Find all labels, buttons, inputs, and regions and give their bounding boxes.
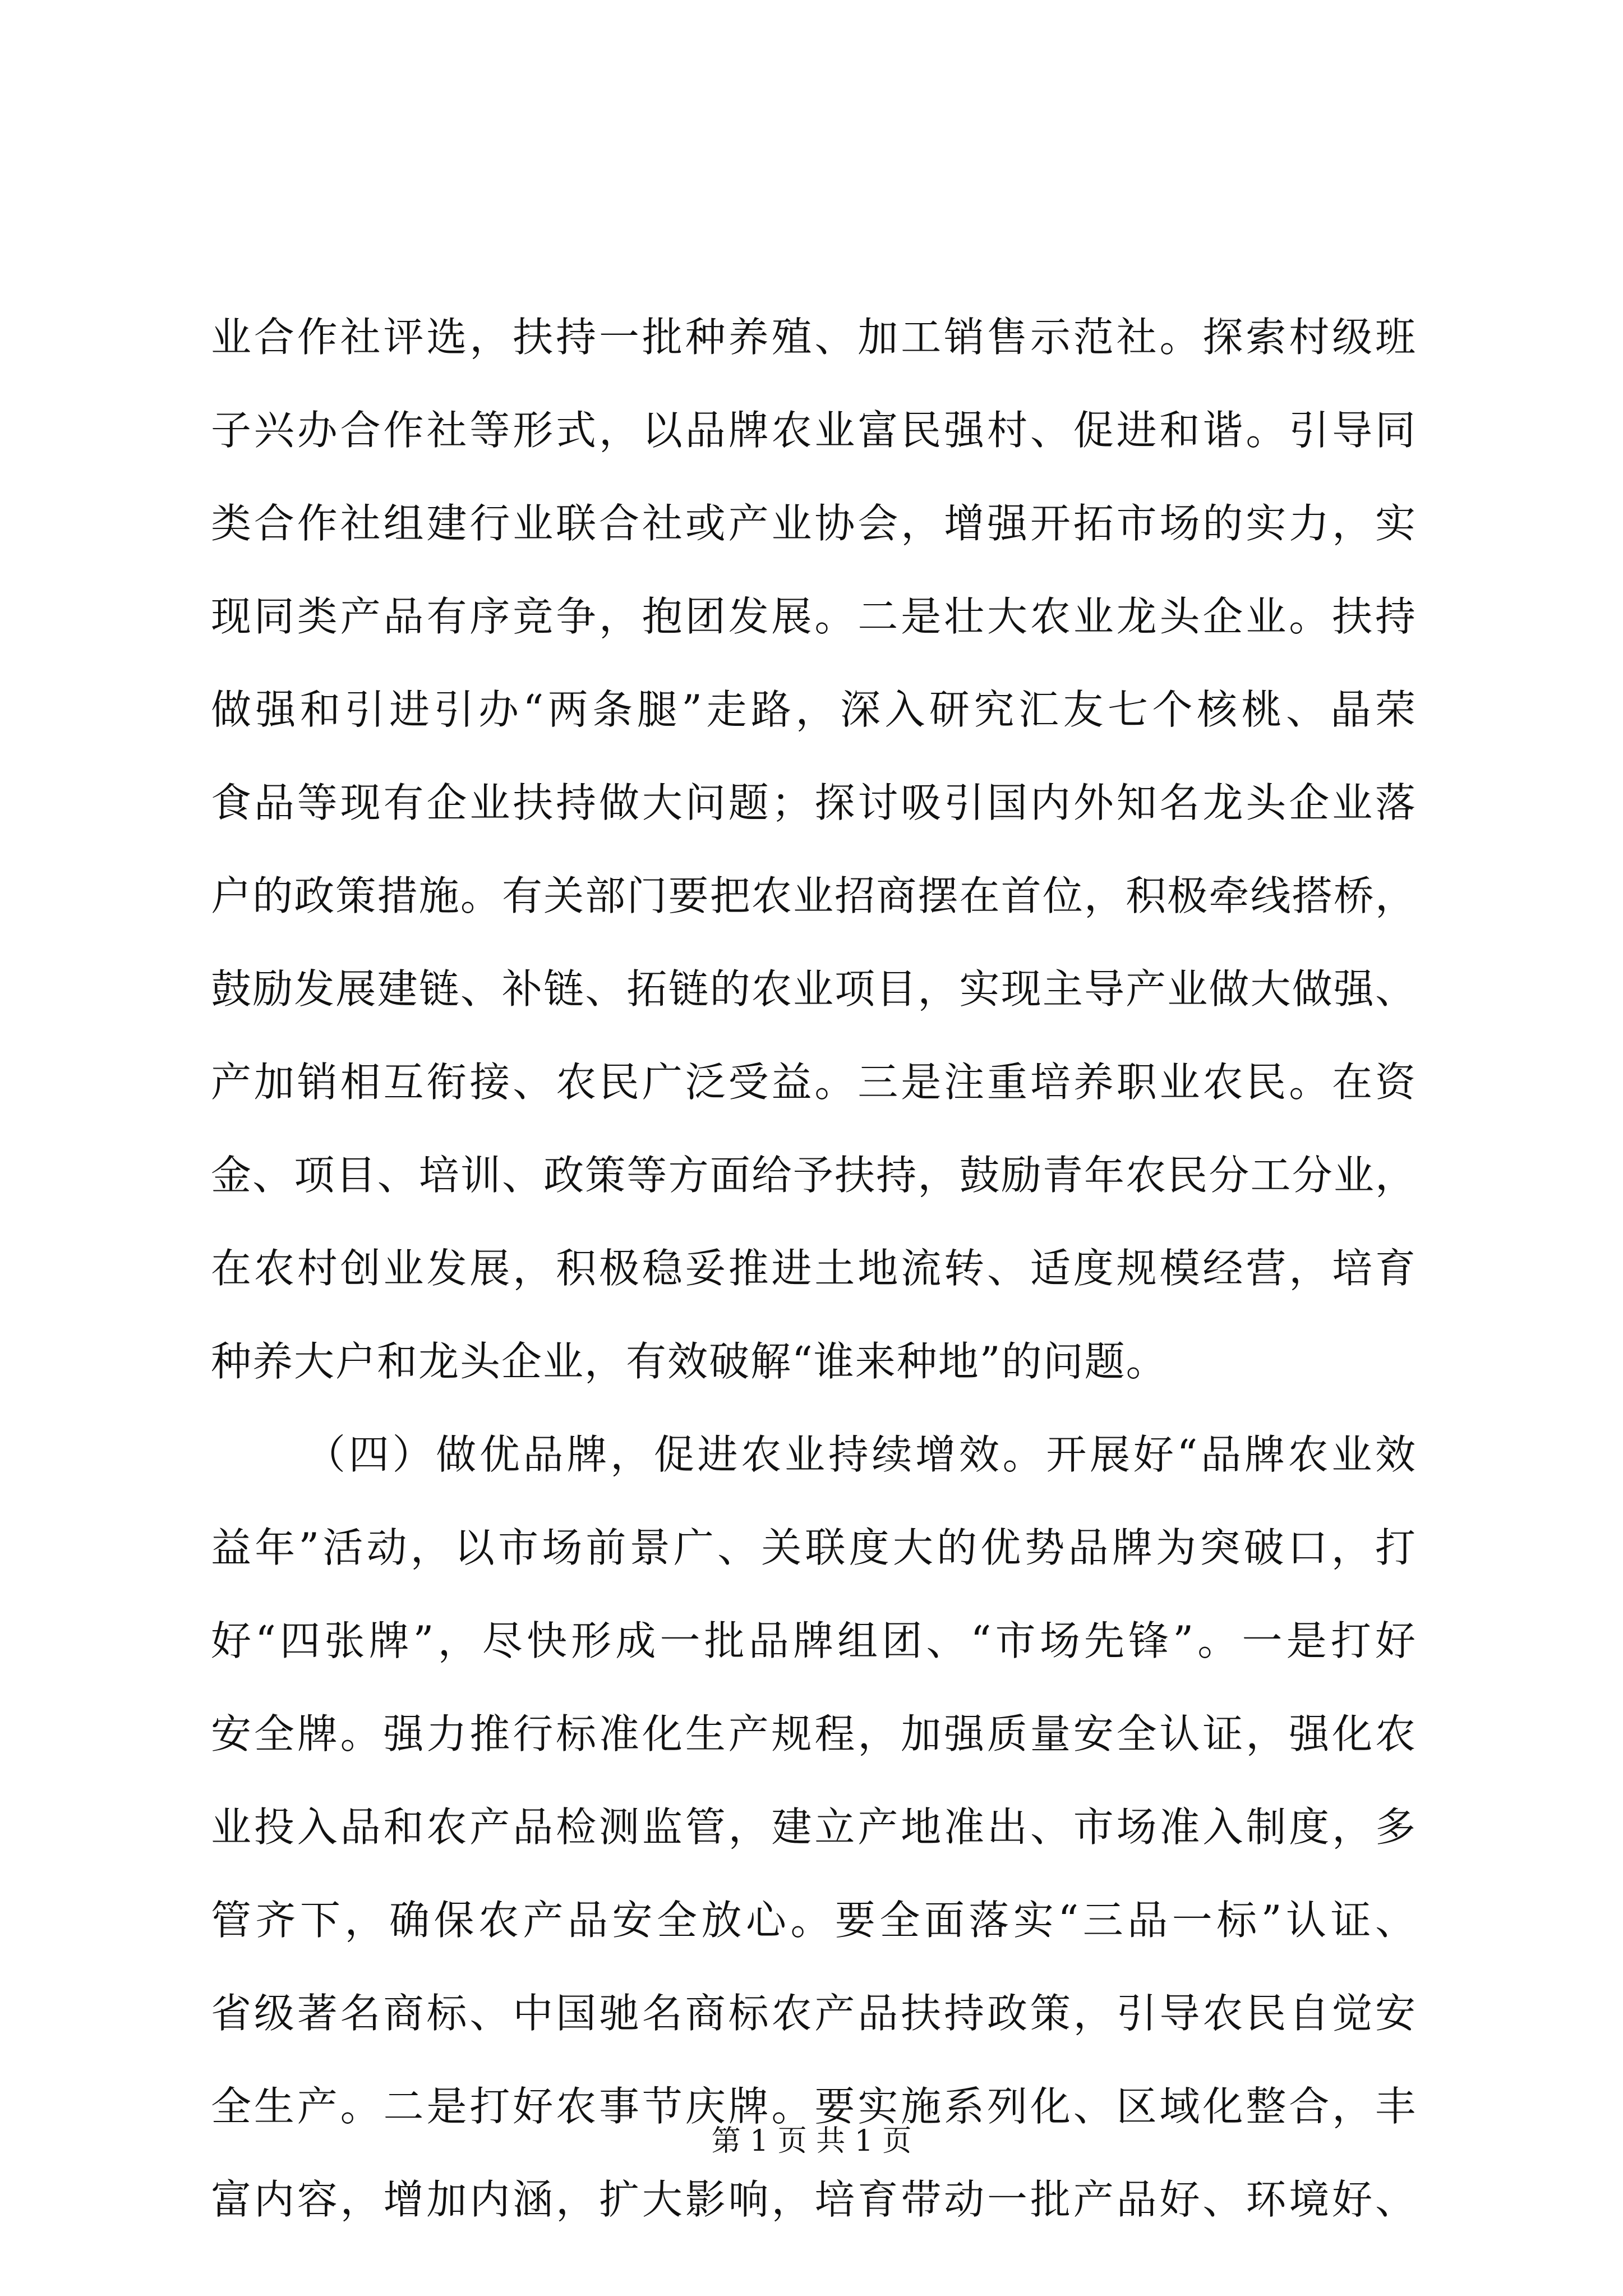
text-line: 在农村创业发展，积极稳妥推进土地流转、适度规模经营，培育 [211,1245,1417,1292]
text-line: 现同类产品有序竞争，抱团发展。二是壮大农业龙头企业。扶持 [211,593,1417,640]
text-line: 业投入品和农产品检测监管，建立产地准出、市场准入制度，多 [211,1803,1417,1851]
text-line: 类合作社组建行业联合社或产业协会，增强开拓市场的实力，实 [211,500,1417,547]
paragraph-end-line: 种养大户和龙头企业，有效破解“谁来种地”的问题。 [211,1338,1168,1385]
section-heading-line: （四）做优品牌，促进农业持续增效。开展好“品牌农业效 [305,1431,1417,1478]
text-line: 全生产。二是打好农事节庆牌。要实施系列化、区域化整合，丰 [211,2083,1417,2130]
text-line: 金、项目、培训、政策等方面给予扶持，鼓励青年农民分工分业， [211,1152,1417,1199]
text-line: 子兴办合作社等形式，以品牌农业富民强村、促进和谐。引导同 [211,407,1417,454]
text-line: 做强和引进引办“两条腿”走路，深入研究汇友七个核桃、晶荣 [211,686,1417,733]
page-number-footer: 第 1 页 共 1 页 [711,2124,912,2158]
text-line: 产加销相互衔接、农民广泛受益。三是注重培养职业农民。在资 [211,1059,1417,1106]
text-line: 省级著名商标、中国驰名商标农产品扶持政策，引导农民自觉安 [211,1990,1417,2037]
text-line: 益年”活动，以市场前景广、关联度大的优势品牌为突破口，打 [211,1524,1417,1571]
document-body [211,291,1417,2246]
text-line: 管齐下，确保农产品安全放心。要全面落实“三品一标”认证、 [211,1897,1417,1944]
text-line: 富内容，增加内涵，扩大影响，培育带动一批产品好、环境好、 [211,2176,1417,2223]
text-line: 安全牌。强力推行标准化生产规程，加强质量安全认证，强化农 [211,1710,1417,1757]
text-line: 业合作社评选，扶持一批种养殖、加工销售示范社。探索村级班 [211,314,1417,361]
text-line: 好“四张牌”，尽快形成一批品牌组团、“市场先锋”。一是打好 [211,1617,1417,1664]
text-line: 食品等现有企业扶持做大问题；探讨吸引国内外知名龙头企业落 [211,779,1417,826]
text-line: 户的政策措施。有关部门要把农业招商摆在首位，积极牵线搭桥， [211,872,1417,919]
text-line: 鼓励发展建链、补链、拓链的农业项目，实现主导产业做大做强、 [211,965,1417,1013]
